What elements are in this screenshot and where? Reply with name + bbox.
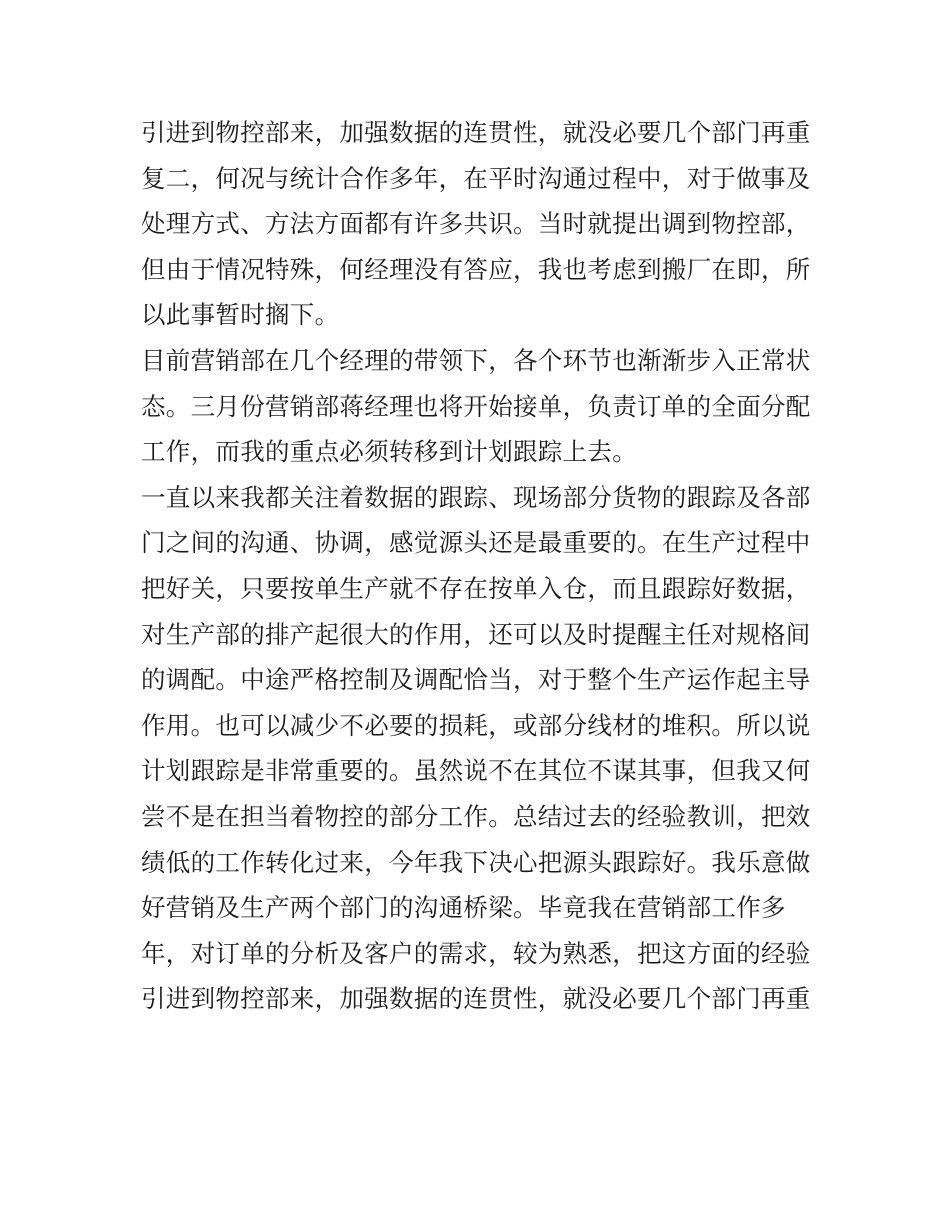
text-line: 把好关，只要按单生产就不存在按单入仓，而且跟踪好数据，: [141, 573, 811, 603]
text-line: 对生产部的排产起很大的作用，还可以及时提醒主任对规格间: [141, 619, 811, 649]
text-line: 一直以来我都关注着数据的跟踪、现场部分货物的跟踪及各部: [141, 482, 811, 512]
text-line: 复二，何况与统计合作多年，在平时沟通过程中，对于做事及: [141, 163, 811, 193]
text-line: 以此事暂时搁下。: [141, 300, 340, 330]
text-line: 引进到物控部来，加强数据的连贯性，就没必要几个部门再重: [141, 984, 811, 1014]
text-line: 的调配。中途严格控制及调配恰当，对于整个生产运作起主导: [141, 665, 811, 695]
text-line: 态。三月份营销部蒋经理也将开始接单，负责订单的全面分配: [141, 391, 811, 421]
text-line: 绩低的工作转化过来，今年我下决心把源头跟踪好。我乐意做: [141, 847, 811, 877]
text-line: 工作，而我的重点必须转移到计划跟踪上去。: [141, 437, 637, 467]
text-line: 目前营销部在几个经理的带领下，各个环节也渐渐步入正常状: [141, 345, 811, 375]
text-line: 好营销及生产两个部门的沟通桥梁。毕竟我在营销部工作多: [141, 893, 786, 923]
document-body: [141, 110, 813, 1022]
text-line: 作用。也可以减少不必要的损耗，或部分线材的堆积。所以说: [141, 710, 811, 740]
text-line: 门之间的沟通、协调，感觉源头还是最重要的。在生产过程中: [141, 528, 811, 558]
text-line: 计划跟踪是非常重要的。虽然说不在其位不谋其事，但我又何: [141, 756, 811, 786]
text-line: 年，对订单的分析及客户的需求，较为熟悉，把这方面的经验: [141, 938, 811, 968]
text-line: 引进到物控部来，加强数据的连贯性，就没必要几个部门再重: [141, 118, 811, 147]
text-line: 但由于情况特殊，何经理没有答应，我也考虑到搬厂在即，所: [141, 254, 811, 284]
text-line: 尝不是在担当着物控的部分工作。总结过去的经验教训，把效: [141, 801, 811, 831]
text-line: 处理方式、方法方面都有许多共识。当时就提出调到物控部，: [141, 209, 811, 239]
